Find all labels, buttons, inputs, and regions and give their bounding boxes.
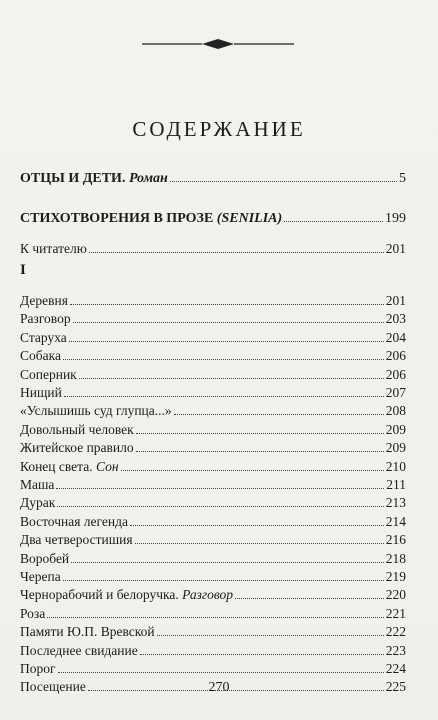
entry-page: 209 xyxy=(385,440,406,456)
entry-title xyxy=(20,310,71,328)
toc-entry[interactable] xyxy=(20,292,406,310)
toc-entry[interactable] xyxy=(20,568,406,586)
toc-entry[interactable] xyxy=(20,347,406,365)
entry-title-text: Дурак xyxy=(20,495,56,511)
entry-title xyxy=(20,439,134,457)
toc-entry[interactable] xyxy=(20,642,406,660)
toc-section-poems[interactable] xyxy=(20,210,406,228)
entry-title xyxy=(20,458,119,476)
dot-leader xyxy=(140,654,384,655)
section-title: СТИХОТВОРЕНИЯ В ПРОЗЕ xyxy=(20,211,214,226)
dot-leader xyxy=(79,378,384,379)
dot-leader xyxy=(64,396,384,397)
entry-page: 206 xyxy=(385,366,406,382)
entry-page: 204 xyxy=(385,329,406,345)
entry-page: 208 xyxy=(385,403,406,419)
dot-leader xyxy=(63,359,384,360)
entry-page: 203 xyxy=(385,311,406,327)
toc-entry[interactable] xyxy=(20,310,406,328)
entry-title xyxy=(20,476,54,494)
entry-title xyxy=(20,660,56,678)
entry-title xyxy=(20,623,155,641)
dot-leader xyxy=(47,617,384,618)
toc-entry[interactable] xyxy=(20,586,406,604)
entry-title-text: Последнее свидание xyxy=(20,642,138,658)
entry-title-text: Воробей xyxy=(20,550,70,566)
entry-page: 207 xyxy=(385,385,406,400)
entry-page: 218 xyxy=(385,550,406,566)
entry-title-text: Черепа xyxy=(20,569,61,584)
entry-title-text: Разговор xyxy=(20,311,71,327)
toc-entry[interactable] xyxy=(20,550,406,568)
section-page: 199 xyxy=(385,211,406,226)
page-title: СОДЕРЖАНИЕ xyxy=(132,117,306,141)
entry-title-text: Восточная легенда xyxy=(20,513,128,529)
dot-leader xyxy=(71,562,384,563)
entry-title-text: Собака xyxy=(20,348,61,364)
dot-leader xyxy=(136,433,384,434)
section-title: ОТЦЫ И ДЕТИ. xyxy=(20,171,126,186)
entry-note: Разговор xyxy=(182,587,234,603)
dot-leader xyxy=(63,580,384,581)
toc-entry[interactable] xyxy=(20,476,406,494)
entry-title xyxy=(20,513,128,531)
entry-title-text: Два четверостишия xyxy=(20,532,133,548)
dot-leader xyxy=(89,252,384,253)
entry-title-text: Соперник xyxy=(20,366,77,382)
entry-title xyxy=(20,550,69,568)
entry-page: 220 xyxy=(385,587,406,603)
entry-title xyxy=(20,329,67,347)
toc-entry[interactable] xyxy=(20,660,406,678)
entry-page: 213 xyxy=(385,495,406,511)
entry-page: 222 xyxy=(385,624,406,640)
dot-leader xyxy=(136,451,384,452)
section-subtitle: Роман xyxy=(128,171,168,186)
entry-page: 223 xyxy=(385,642,406,658)
entry-title-text: Старуха xyxy=(20,329,67,345)
entry-title xyxy=(20,421,134,439)
entry-page: 224 xyxy=(385,661,406,676)
toc-entry[interactable] xyxy=(20,494,406,512)
entry-title-text: Памяти Ю.П. Вревской xyxy=(20,624,155,640)
entry-page: 201 xyxy=(385,241,406,256)
toc-entry[interactable] xyxy=(20,513,406,531)
entry-page: 209 xyxy=(385,421,406,437)
section-page: 5 xyxy=(399,171,406,186)
dot-leader xyxy=(70,304,384,305)
entry-title-text: Нищий xyxy=(20,385,62,400)
entry-page: 210 xyxy=(385,458,406,474)
entry-page: 201 xyxy=(385,293,406,308)
entry-title xyxy=(20,605,45,623)
entry-title-text: Роза xyxy=(20,605,46,621)
toc-entry[interactable] xyxy=(20,384,406,402)
toc-entry[interactable] xyxy=(20,329,406,347)
entry-title-text: Чернорабочий и белоручка. xyxy=(20,587,179,603)
entry-page: 219 xyxy=(385,569,406,584)
entry-title: К читателю xyxy=(20,241,87,256)
entry-note: Сон xyxy=(95,458,119,474)
entry-title-text: Житейское правило xyxy=(20,440,134,456)
entry-title-text: Конец света. xyxy=(20,458,93,474)
part-numeral: I xyxy=(20,262,26,278)
entry-page: 214 xyxy=(385,513,406,529)
entry-page: 206 xyxy=(385,348,406,364)
page-number: 270 xyxy=(208,680,230,695)
entry-title xyxy=(20,642,138,660)
dot-leader xyxy=(284,221,383,222)
section-subtitle: (SENILIA) xyxy=(216,211,283,226)
dot-leader xyxy=(157,635,384,636)
dot-leader xyxy=(174,414,384,415)
dot-leader xyxy=(130,525,384,526)
entry-page: 225 xyxy=(385,679,406,695)
entry-title-text: Порог xyxy=(20,661,56,676)
toc-section-novel[interactable] xyxy=(20,170,406,188)
entry-title xyxy=(20,568,61,586)
entry-page: 216 xyxy=(385,532,406,548)
entry-title-text: Деревня xyxy=(20,293,68,308)
entry-title xyxy=(20,384,62,402)
entry-title xyxy=(20,347,61,365)
entry-title xyxy=(20,292,68,310)
dot-leader xyxy=(56,488,384,489)
entry-title xyxy=(20,586,233,604)
dot-leader xyxy=(170,181,397,182)
dot-leader xyxy=(121,470,384,471)
toc-entry[interactable] xyxy=(20,402,406,420)
toc-entry[interactable] xyxy=(20,531,406,549)
entry-title-text: Посещение xyxy=(20,679,86,695)
toc-entry[interactable] xyxy=(20,605,406,623)
entry-title xyxy=(20,402,172,420)
toc-entry[interactable] xyxy=(20,458,406,476)
dot-leader xyxy=(69,341,384,342)
entry-title-text: Довольный человек xyxy=(20,421,134,437)
entry-title-text: «Услышишь суд глупца...» xyxy=(20,403,172,419)
toc-entry[interactable] xyxy=(20,623,406,641)
entry-title xyxy=(20,366,77,384)
entry-title xyxy=(20,531,133,549)
entry-page: 221 xyxy=(385,605,406,621)
dot-leader xyxy=(73,322,384,323)
toc-entry[interactable] xyxy=(20,366,406,384)
dot-leader xyxy=(58,672,384,673)
toc-entry[interactable] xyxy=(20,439,406,457)
dot-leader xyxy=(235,598,384,599)
entry-page: 211 xyxy=(386,477,406,492)
entry-title xyxy=(20,494,55,512)
toc-entry[interactable] xyxy=(20,421,406,439)
toc-preface[interactable] xyxy=(20,240,406,258)
ornament-rule-icon xyxy=(142,38,294,50)
entry-title-text: Маша xyxy=(20,477,55,492)
dot-leader xyxy=(57,506,383,507)
dot-leader xyxy=(135,543,384,544)
